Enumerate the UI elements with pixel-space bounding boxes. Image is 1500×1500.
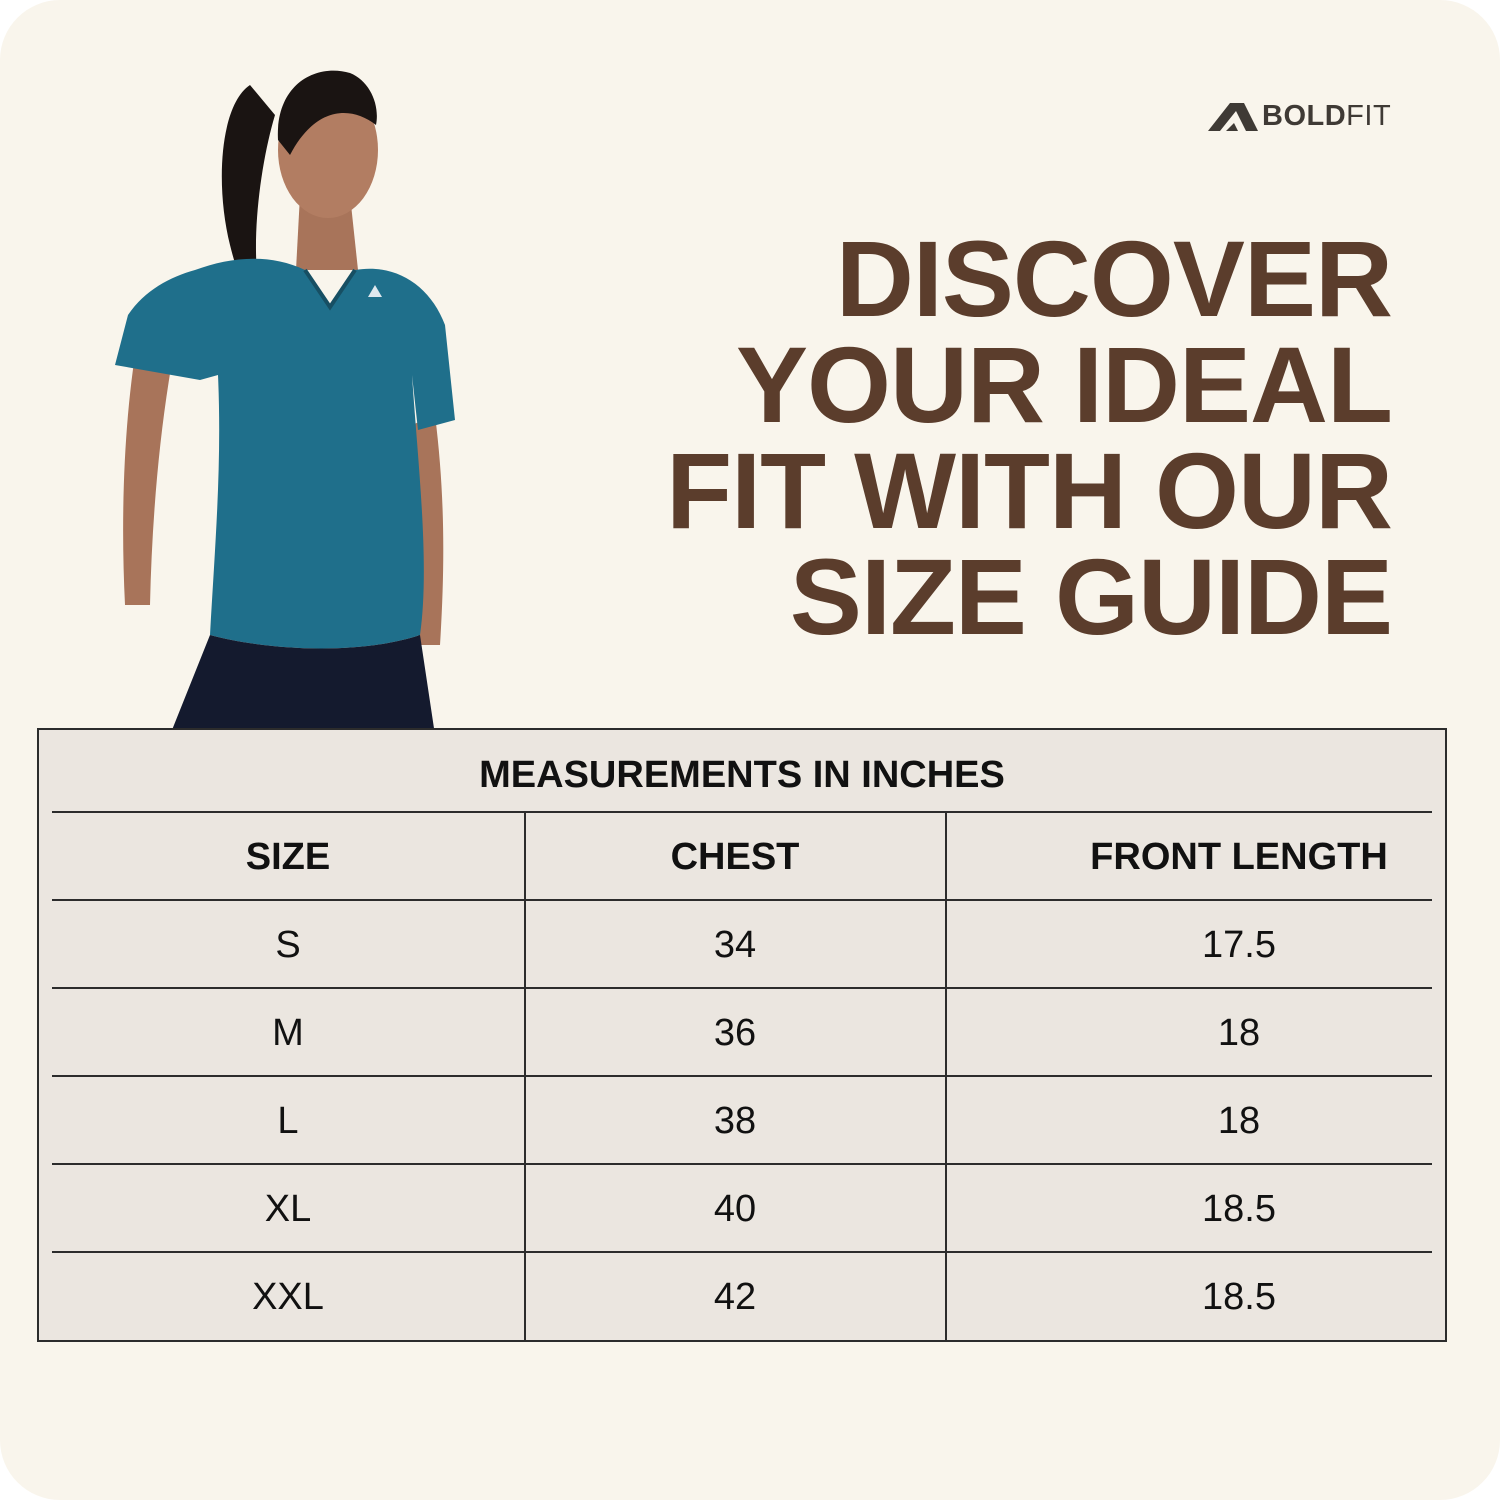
size-table xyxy=(37,728,1447,1342)
table-row xyxy=(52,989,1432,1077)
front-length-cell: 18 xyxy=(1217,1011,1261,1054)
headline-line-4: SIZE GUIDE xyxy=(789,536,1392,657)
table-row xyxy=(52,1165,1432,1253)
table-header-row xyxy=(52,813,1432,901)
brand-name-light: FIT xyxy=(1346,99,1392,132)
boldfit-logo-icon xyxy=(1208,101,1258,131)
size-cell: XXL xyxy=(252,1275,324,1318)
front-length-cell: 18 xyxy=(1217,1099,1261,1142)
size-cell: XL xyxy=(264,1187,312,1230)
size-cell: M xyxy=(272,1011,304,1054)
brand-wordmark xyxy=(1262,99,1392,132)
table-row xyxy=(52,901,1432,989)
brand-name-bold: BOLD xyxy=(1262,99,1347,132)
column-header-front-length: FRONT LENGTH xyxy=(1090,835,1388,878)
column-header-chest: CHEST xyxy=(670,835,800,878)
table-row xyxy=(52,1077,1432,1165)
table-row xyxy=(52,1253,1432,1341)
headline xyxy=(592,218,1392,657)
size-cell: S xyxy=(275,923,301,966)
table-title: MEASUREMENTS IN INCHES xyxy=(479,754,1005,796)
size-cell: L xyxy=(277,1099,299,1142)
chest-cell: 36 xyxy=(713,1011,757,1054)
front-length-cell: 18.5 xyxy=(1202,1187,1276,1230)
headline-line-1: DISCOVER xyxy=(835,218,1392,339)
chest-cell: 40 xyxy=(713,1187,757,1230)
brand-logo xyxy=(1208,98,1391,134)
chest-cell: 38 xyxy=(713,1099,757,1142)
headline-line-3: FIT WITH OUR xyxy=(666,430,1392,551)
column-header-size: SIZE xyxy=(245,835,331,878)
model-photo xyxy=(100,45,480,745)
chest-cell: 34 xyxy=(713,923,757,966)
front-length-cell: 17.5 xyxy=(1202,923,1276,966)
headline-line-2: YOUR IDEAL xyxy=(735,324,1392,445)
front-length-cell: 18.5 xyxy=(1202,1275,1276,1318)
chest-cell: 42 xyxy=(713,1275,757,1318)
